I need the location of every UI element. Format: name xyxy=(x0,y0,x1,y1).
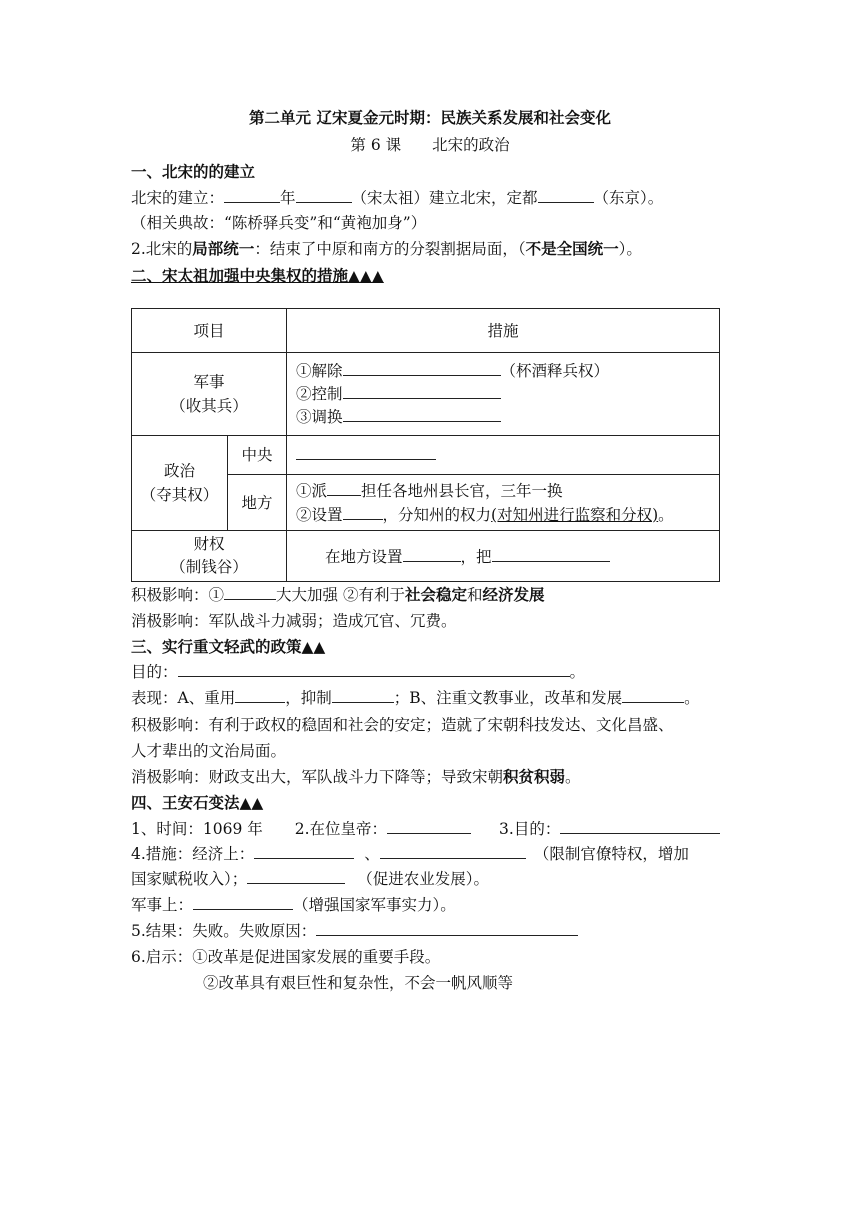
text: ，抑制 xyxy=(285,689,332,707)
text: 国家赋税收入）； xyxy=(131,870,248,888)
local-measures xyxy=(287,475,720,531)
s2-negative-impact: 消极影响：军队战斗力减弱；造成冗官、冗费。 xyxy=(131,612,457,630)
text: 担任各地州县长官，三年一换 xyxy=(361,481,563,500)
text: ②设置 xyxy=(296,505,343,524)
military-label xyxy=(132,353,287,436)
section4-heading: 四、王安石变法▲▲ xyxy=(131,794,264,812)
s2-positive-impact xyxy=(131,584,545,606)
text: 5.结果：失败。失败原因： xyxy=(131,922,317,940)
blank[interactable] xyxy=(316,920,578,936)
text: 在地方设置 xyxy=(325,548,403,566)
text: 1、时间：1069 年 xyxy=(131,820,263,838)
text: 大大加强 ②有利于 xyxy=(276,586,405,604)
text: 2.北宋的 xyxy=(131,240,193,258)
text: （增强国家军事实力）。 xyxy=(293,896,456,914)
text: 军事 xyxy=(193,373,225,391)
lesson-title: 第 6 课 北宋的政治 xyxy=(350,136,510,154)
blank[interactable] xyxy=(343,406,501,422)
text: （夺其权） xyxy=(140,486,219,504)
text: （限制官僚特权，增加 xyxy=(533,845,689,863)
text: 年 xyxy=(280,189,296,207)
blank[interactable] xyxy=(235,687,285,703)
s4-row1 xyxy=(131,818,720,840)
keyword: 社会稳定 xyxy=(404,586,467,604)
central-label: 中央 xyxy=(228,436,287,475)
measures-table xyxy=(131,308,720,582)
text: （收其兵） xyxy=(170,397,248,415)
blank[interactable] xyxy=(403,546,461,562)
s1-founding-line xyxy=(131,187,663,209)
blank[interactable] xyxy=(193,894,293,910)
politics-label xyxy=(132,436,228,531)
s1-story-line: （相关典故：“陈桥驿兵变”和“黄袍加身”） xyxy=(131,214,427,232)
s4-row3 xyxy=(131,868,489,890)
text: 政治 xyxy=(163,462,195,480)
text: ，把 xyxy=(460,548,492,566)
s3-positive-1: 积极影响：有利于政权的稳固和社会的安定；造就了宋朝科技发达、文化昌盛、 xyxy=(131,716,674,734)
text: 表现：A、重用 xyxy=(131,689,236,707)
text: 3.目的： xyxy=(499,820,561,838)
text: （东京）。 xyxy=(593,189,664,207)
blank[interactable] xyxy=(492,546,610,562)
header-item: 项目 xyxy=(132,309,287,353)
blank[interactable] xyxy=(178,661,570,677)
section1-heading: 一、北宋的的建立 xyxy=(131,163,256,181)
text: 北宋的建立： xyxy=(131,189,225,207)
s4-row6: 6.启示：①改革是促进国家发展的重要手段。 xyxy=(131,948,441,966)
text: 。 xyxy=(569,663,586,681)
blank[interactable] xyxy=(247,868,345,884)
text: 、 xyxy=(364,845,380,863)
text: ③调换 xyxy=(296,407,343,426)
military-measures xyxy=(287,353,720,436)
s3-negative xyxy=(131,766,581,788)
text: 。 xyxy=(684,689,700,707)
local-label: 地方 xyxy=(228,475,287,531)
text: ；B、注重文教事业，改革和发展 xyxy=(393,689,623,707)
s4-row2 xyxy=(131,843,689,865)
keyword: 积贫积弱 xyxy=(503,768,566,786)
blank[interactable] xyxy=(296,187,352,203)
blank[interactable] xyxy=(343,383,501,399)
blank[interactable] xyxy=(296,444,436,460)
s3-manifestation xyxy=(131,687,700,709)
text: 财权 xyxy=(193,535,225,553)
finance-label xyxy=(132,531,287,582)
s4-row5 xyxy=(131,920,578,942)
blank[interactable] xyxy=(387,818,471,834)
text: 军事上： xyxy=(131,896,194,914)
text: (对知州进行监察和分权) xyxy=(491,505,659,524)
blank[interactable] xyxy=(327,480,361,496)
blank[interactable] xyxy=(560,818,720,834)
section2-heading xyxy=(131,265,384,287)
heading-text: 二、宋太祖加强中央集权的措施▲▲▲ xyxy=(131,267,384,285)
text: ，分知州的权力 xyxy=(382,505,492,524)
s4-row4 xyxy=(131,894,456,916)
s4-row7: ②改革具有艰巨性和复杂性，不会一帆风顺等 xyxy=(203,974,514,992)
text: 积极影响：① xyxy=(131,586,225,604)
blank[interactable] xyxy=(622,687,684,703)
keyword: 不是全国统一 xyxy=(525,240,619,258)
text: （制钱谷） xyxy=(170,558,248,576)
s3-positive-2: 人才辈出的文治局面。 xyxy=(131,742,287,760)
s3-aim xyxy=(131,661,585,683)
text: 目的： xyxy=(131,663,178,681)
blank[interactable] xyxy=(538,187,594,203)
text: 2.在位皇帝： xyxy=(294,820,388,838)
finance-measure xyxy=(287,531,720,582)
blank[interactable] xyxy=(224,584,276,600)
s1-unification-line xyxy=(131,238,642,260)
text: ：结束了中原和南方的分裂割据局面，（ xyxy=(254,240,526,258)
keyword: 局部统一 xyxy=(192,240,255,258)
text: ①解除 xyxy=(296,361,343,380)
keyword: 经济发展 xyxy=(482,586,545,604)
text: ）。 xyxy=(618,240,642,258)
text: 消极影响：财政支出大，军队战斗力下降等；导致宋朝 xyxy=(131,768,504,786)
blank[interactable] xyxy=(332,687,394,703)
text: （杯酒释兵权） xyxy=(500,361,610,380)
text: 和 xyxy=(466,586,483,604)
header-measure: 措施 xyxy=(287,309,720,353)
section3-heading: 三、实行重文轻武的政策▲▲ xyxy=(131,638,326,656)
text: 4.措施：经济上： xyxy=(131,845,255,863)
text: ①派 xyxy=(296,481,328,500)
central-measure xyxy=(287,436,720,475)
text: （促进农业发展）。 xyxy=(357,870,490,888)
text: （宋太祖）建立北宋，定都 xyxy=(351,189,538,207)
blank[interactable] xyxy=(343,360,501,376)
blank[interactable] xyxy=(380,843,526,859)
text: ②控制 xyxy=(296,384,343,403)
text: 。 xyxy=(658,505,674,524)
blank[interactable] xyxy=(343,504,383,520)
unit-title: 第二单元 辽宋夏金元时期：民族关系发展和社会变化 xyxy=(249,109,611,127)
blank[interactable] xyxy=(224,187,280,203)
text: 。 xyxy=(565,768,581,786)
blank[interactable] xyxy=(254,843,354,859)
